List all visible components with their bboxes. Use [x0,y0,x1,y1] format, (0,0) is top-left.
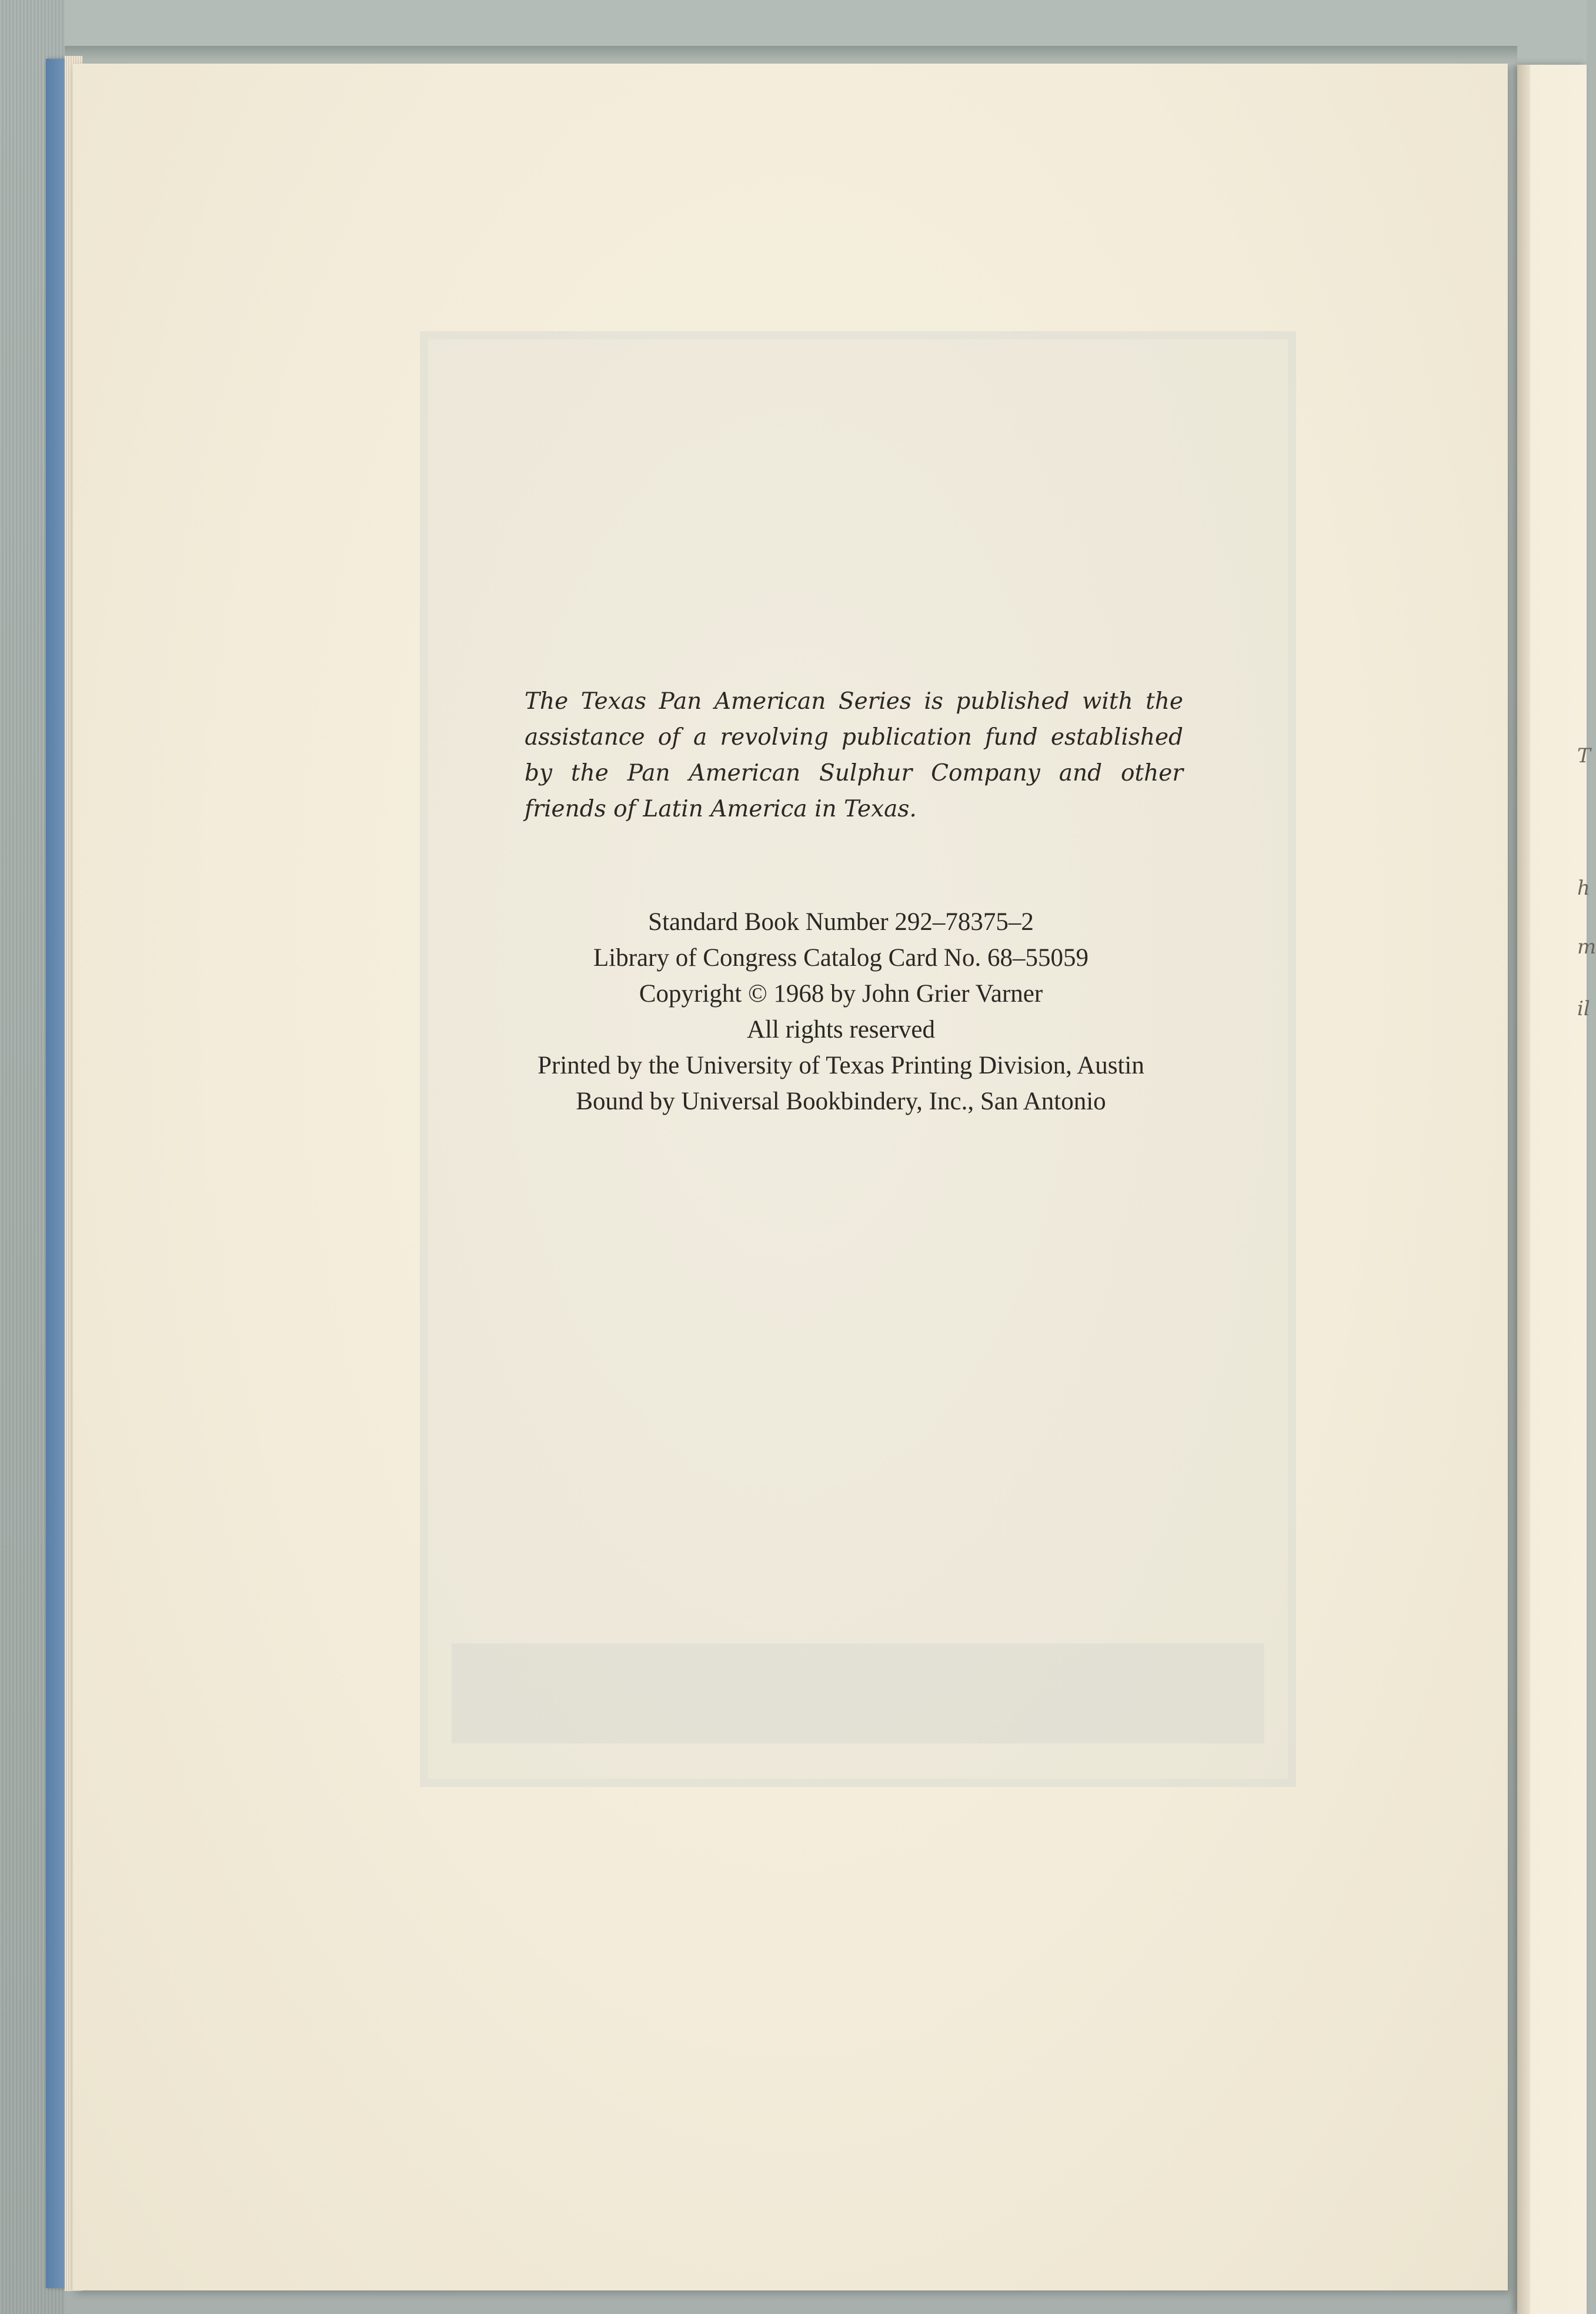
catalog-card-number: Library of Congress Catalog Card No. 68–55059 [593,944,1089,972]
standard-book-number: Standard Book Number 292–78375–2 [648,908,1034,936]
printer-line: Printed by the University of Texas Printing Division, Austin [537,1052,1144,1079]
bindery-line: Bound by Universal Bookbindery, Inc., San Antonio [576,1088,1106,1115]
facing-page-fragment: m [1577,935,1596,959]
facing-page-fragment: T [1577,744,1591,768]
cover-top-edge [65,46,1517,65]
facing-page-fold [1517,65,1530,2314]
facing-page-fragment: h [1577,876,1590,900]
series-note: The Texas Pan American Series is published with the assistance of a revolving publication fund established by the Pan American Sulphur Company and other friends of Latin America in Texas. [525,688,1183,822]
rights-line: All rights reserved [746,1016,936,1043]
facing-page-fragment: il [1577,997,1590,1021]
copyright-line: Copyright © 1968 by John Grier Varner [639,980,1043,1008]
show-through-caption [452,1643,1264,1743]
copyright-page [73,64,1508,2290]
facing-page-edge [1517,65,1596,2314]
colophon-block [465,904,1217,1119]
